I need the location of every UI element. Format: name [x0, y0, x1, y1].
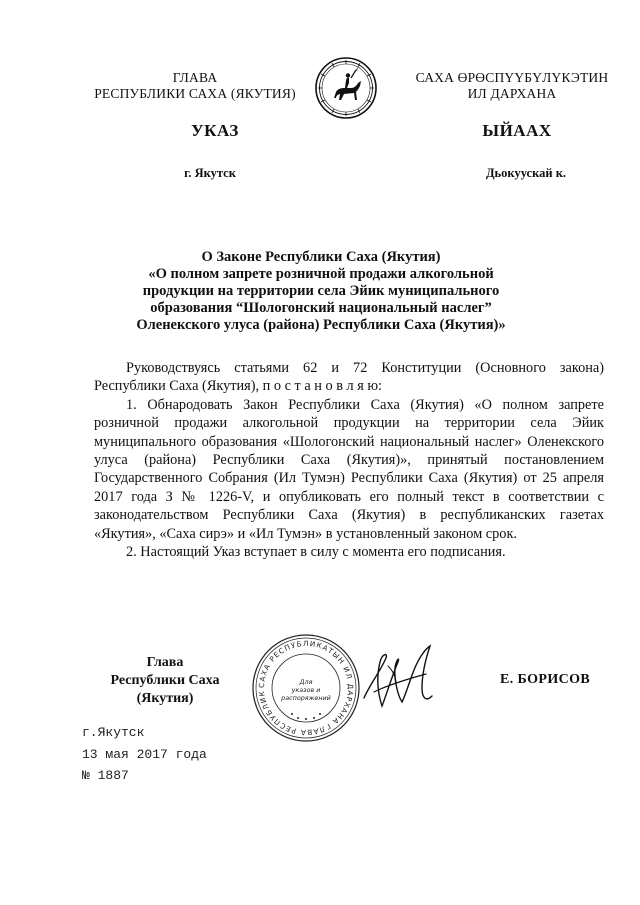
registration-block	[82, 722, 207, 787]
decree-item-2: 2. Настоящий Указ вступает в силу с момента его подписания.	[126, 544, 506, 561]
registration-date: 13 мая 2017 года	[82, 746, 207, 762]
title-line-2: «О полном запрете розничной продажи алкогольной	[148, 266, 494, 282]
stamp-center-line3: распоряжений	[281, 694, 331, 702]
title-line-5: Оленекского улуса (района) Республики Саха (Якутия)»	[136, 317, 506, 333]
decree-intro: Руководствуясь статьями 62 и 72 Конституции (Основного закона) Республики Саха (Якутия), п о с т а н о в л я ю:	[94, 360, 604, 395]
stamp-ring-text: САХА РЕСПУБЛИКАТЫН ИЛ ДАРХАНА ГЛАВА РЕСПУБЛИК	[256, 638, 356, 738]
stamp-center-line1: Для	[299, 678, 313, 686]
title-line-4: образования “Шологонский национальный наслег”	[150, 300, 492, 316]
official-stamp	[250, 632, 362, 744]
decree-item-1: 1. Обнародовать Закон Республики Саха (Якутия) «О полном запрете розничной продажи алкогольной продукции на территории села Эйик муниципального образования «Шологонский национальный наслег» Оленекского улуса (района) Республики Саха (Якутия)», принятый постановлением Государственного Собрания (Ил Тумэн) Республики Саха (Якутия) от 25 апреля 2017 года З № 1226-V, и опубликовать его полный текст в соответствии с законодательством Республики Саха (Якутия) в республиканских газетах «Якутия», «Саха сирэ» и «Ил Тумэн» в установленный законом срок.	[94, 396, 604, 542]
registration-number: № 1887	[82, 768, 129, 783]
decree-title	[96, 249, 546, 334]
title-line-3: продукции на территории села Эйик муниципального	[142, 283, 500, 299]
coat-of-arms-icon	[314, 56, 378, 120]
handwritten-signature	[352, 636, 444, 728]
signatory-title-line1: Глава	[146, 655, 184, 670]
stamp-center-line2: указов и	[291, 686, 321, 694]
signatory-title	[90, 654, 240, 708]
header-right-line2: ИЛ ДАРХАНА	[467, 86, 557, 101]
signatory-title-line2: Республики Саха (Якутия)	[110, 673, 220, 706]
doc-type-sah: ЫЙААХ	[482, 121, 552, 140]
title-line-1: О Законе Республики Саха (Якутия)	[201, 249, 441, 265]
city-sah: Дьокуускай к.	[485, 166, 567, 180]
decree-body	[94, 359, 604, 561]
header-left	[80, 70, 310, 102]
header-right-line1: САХА ӨРӨСПҮҮБҮЛҮКЭТИН	[415, 70, 609, 85]
city-ru: г. Якутск	[184, 166, 236, 180]
header-left-line2: РЕСПУБЛИКИ САХА (ЯКУТИЯ)	[94, 86, 296, 101]
doc-type-ru: УКАЗ	[191, 121, 239, 140]
header-left-line1: ГЛАВА	[172, 70, 218, 85]
signatory-name: Е. БОРИСОВ	[500, 672, 591, 687]
header-right	[392, 70, 632, 102]
registration-city: г.Якутск	[82, 725, 145, 740]
